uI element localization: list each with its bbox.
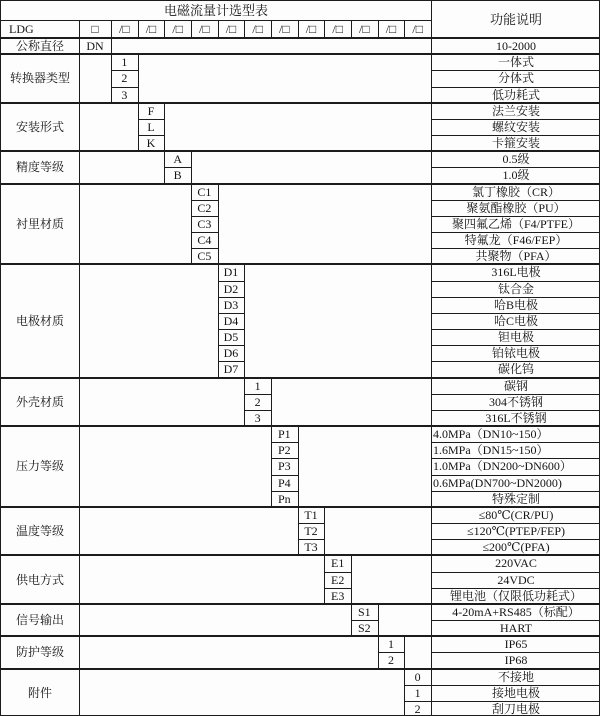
- section-label: 附件: [27, 685, 52, 700]
- description-cell: 碳化钨: [497, 362, 534, 377]
- section-label: 信号输出: [15, 612, 64, 627]
- section-label: 安装形式: [15, 119, 64, 134]
- model-prefix-cell: LDG: [9, 22, 34, 36]
- grid-line: [404, 636, 405, 668]
- table-title: 电磁流量计选型表: [163, 3, 268, 18]
- model-slot-box: /□: [359, 22, 370, 36]
- description-cell: 哈C电极: [493, 313, 538, 328]
- description-cell: 304不锈钢: [488, 394, 543, 409]
- code-cell: D2: [223, 281, 239, 296]
- description-cell: 共聚物（PFA）: [475, 249, 557, 264]
- code-cell: B: [173, 168, 182, 183]
- code-cell: D6: [223, 346, 239, 361]
- code-cell: 1: [387, 637, 394, 652]
- code-cell: C2: [197, 200, 212, 215]
- code-cell: P1: [277, 427, 291, 442]
- description-cell: 一体式: [497, 55, 534, 70]
- model-digit-box: □: [91, 22, 99, 36]
- description-cell: IP65: [504, 637, 528, 652]
- description-cell: 氯丁橡胶（CR）: [471, 184, 560, 199]
- description-cell: 碳钢: [503, 378, 528, 393]
- model-slot-box: /□: [172, 22, 183, 36]
- description-cell: ≤80℃(CR/PU): [478, 507, 554, 522]
- description-cell: ≤120℃(PTEP/FEP): [466, 524, 566, 539]
- section-label: 外壳材质: [15, 394, 64, 409]
- code-cell: E2: [330, 572, 345, 587]
- description-cell: IP68: [504, 653, 528, 668]
- grid-line: [218, 184, 219, 265]
- description-cell: 不接地: [497, 669, 534, 684]
- description-cell: 316L不锈钢: [485, 410, 547, 425]
- description-cell: 1.6MPa（DN15~150）: [433, 443, 549, 458]
- model-slot-box: /□: [332, 22, 343, 36]
- section-label: 电极材质: [15, 313, 64, 328]
- model-slot-box: /□: [305, 22, 317, 36]
- code-cell: A: [173, 152, 182, 167]
- code-cell: 3: [121, 87, 128, 102]
- description-cell: 卡箍安装: [491, 136, 540, 151]
- model-slot-box: /□: [225, 22, 237, 36]
- description-cell: 接地电极: [491, 685, 540, 700]
- code-cell: D3: [223, 297, 239, 312]
- code-cell: P3: [277, 459, 291, 474]
- description-cell: 刮刀电极: [491, 701, 540, 716]
- code-cell: E1: [330, 556, 345, 571]
- grid-line: [271, 378, 272, 427]
- code-cell: D7: [223, 362, 239, 377]
- section-label: 精度等级: [15, 160, 64, 175]
- model-slot-box: /□: [252, 22, 263, 36]
- description-cell: 特氟龙（F46/FEP）: [464, 233, 568, 248]
- code-cell: 3: [254, 410, 261, 425]
- code-cell: E3: [330, 588, 345, 603]
- grid-line: [164, 103, 165, 152]
- grid-line: [324, 507, 325, 556]
- description-cell: 分体式: [497, 71, 534, 86]
- grid-line: [191, 151, 192, 183]
- description-cell: 4-20mA+RS485（标配）: [452, 604, 580, 619]
- function-column-header: 功能说明: [489, 12, 542, 27]
- grid-line: [378, 604, 379, 636]
- grid-line: [298, 426, 299, 507]
- description-cell: 特殊定制: [491, 491, 540, 506]
- description-cell: 0.6MPa(DN700~DN2000): [433, 475, 562, 490]
- code-cell: 2: [414, 701, 421, 716]
- code-cell: L: [147, 119, 155, 134]
- grid-line: [244, 264, 245, 377]
- code-cell: D1: [223, 265, 239, 280]
- code-cell: P4: [277, 475, 291, 490]
- description-cell: 10-2000: [496, 39, 536, 54]
- code-cell: D4: [223, 313, 239, 328]
- code-cell: S1: [357, 604, 371, 619]
- model-slot-box: /□: [279, 22, 290, 36]
- code-cell: S2: [357, 621, 371, 636]
- code-cell: 2: [121, 71, 128, 86]
- description-cell: 聚四氟乙烯（F4/PTFE）: [451, 216, 581, 231]
- section-label: 供电方式: [15, 572, 64, 587]
- code-cell: K: [146, 136, 156, 151]
- code-cell: DN: [86, 39, 104, 54]
- code-cell: 0: [414, 669, 421, 684]
- model-slot-box: /□: [412, 22, 423, 36]
- code-cell: C5: [197, 249, 212, 264]
- code-cell: C3: [197, 216, 212, 231]
- section-label: 压力等级: [15, 459, 64, 474]
- description-cell: 哈B电极: [493, 297, 538, 312]
- description-cell: 低功耗式: [491, 87, 540, 102]
- description-cell: 1.0级: [502, 168, 530, 183]
- code-cell: F: [147, 103, 155, 118]
- code-cell: 1: [414, 685, 421, 700]
- code-cell: 1: [254, 378, 261, 393]
- grid-line: [79, 20, 80, 716]
- code-cell: 2: [387, 653, 394, 668]
- description-cell: 220VAC: [495, 556, 537, 571]
- model-slot-box: /□: [199, 22, 210, 36]
- description-cell: 法兰安装: [491, 103, 540, 118]
- model-slot-box: /□: [119, 22, 130, 36]
- grid-line: [138, 54, 139, 103]
- description-cell: 0.5级: [502, 152, 530, 167]
- code-cell: C1: [197, 184, 212, 199]
- code-cell: T1: [304, 507, 318, 522]
- description-cell: ≤200℃(PFA): [482, 540, 550, 555]
- grid-line: [351, 555, 352, 604]
- description-cell: 316L电极: [491, 265, 541, 280]
- description-cell: 锂电池（仅限低功耗式）: [449, 588, 582, 603]
- model-slot-box: /□: [145, 22, 157, 36]
- code-cell: Pn: [277, 491, 291, 506]
- description-cell: 24VDC: [497, 572, 535, 587]
- grid-line: [111, 38, 112, 54]
- description-cell: 钽电极: [497, 330, 534, 345]
- description-cell: 钛合金: [497, 281, 534, 296]
- code-cell: 1: [121, 55, 128, 70]
- description-cell: 1.0MPa（DN200~DN600）: [433, 459, 572, 474]
- description-cell: 铂铱电极: [491, 346, 540, 361]
- code-cell: D5: [223, 330, 239, 345]
- code-cell: 2: [254, 394, 261, 409]
- description-cell: HART: [500, 621, 532, 636]
- section-label: 衬里材质: [15, 216, 64, 231]
- section-label: 公称直径: [15, 39, 64, 54]
- section-label: 防护等级: [15, 645, 64, 660]
- section-label: 转换器类型: [9, 71, 70, 86]
- model-slot-box: /□: [385, 22, 397, 36]
- code-cell: C4: [197, 233, 212, 248]
- code-cell: T2: [304, 524, 318, 539]
- description-cell: 聚氨酯橡胶（PU）: [466, 200, 566, 215]
- description-cell: 螺纹安装: [491, 119, 540, 134]
- description-cell: 4.0MPa（DN10~150）: [433, 427, 549, 442]
- code-cell: T3: [304, 540, 318, 555]
- section-label: 温度等级: [15, 524, 64, 539]
- code-cell: P2: [277, 443, 291, 458]
